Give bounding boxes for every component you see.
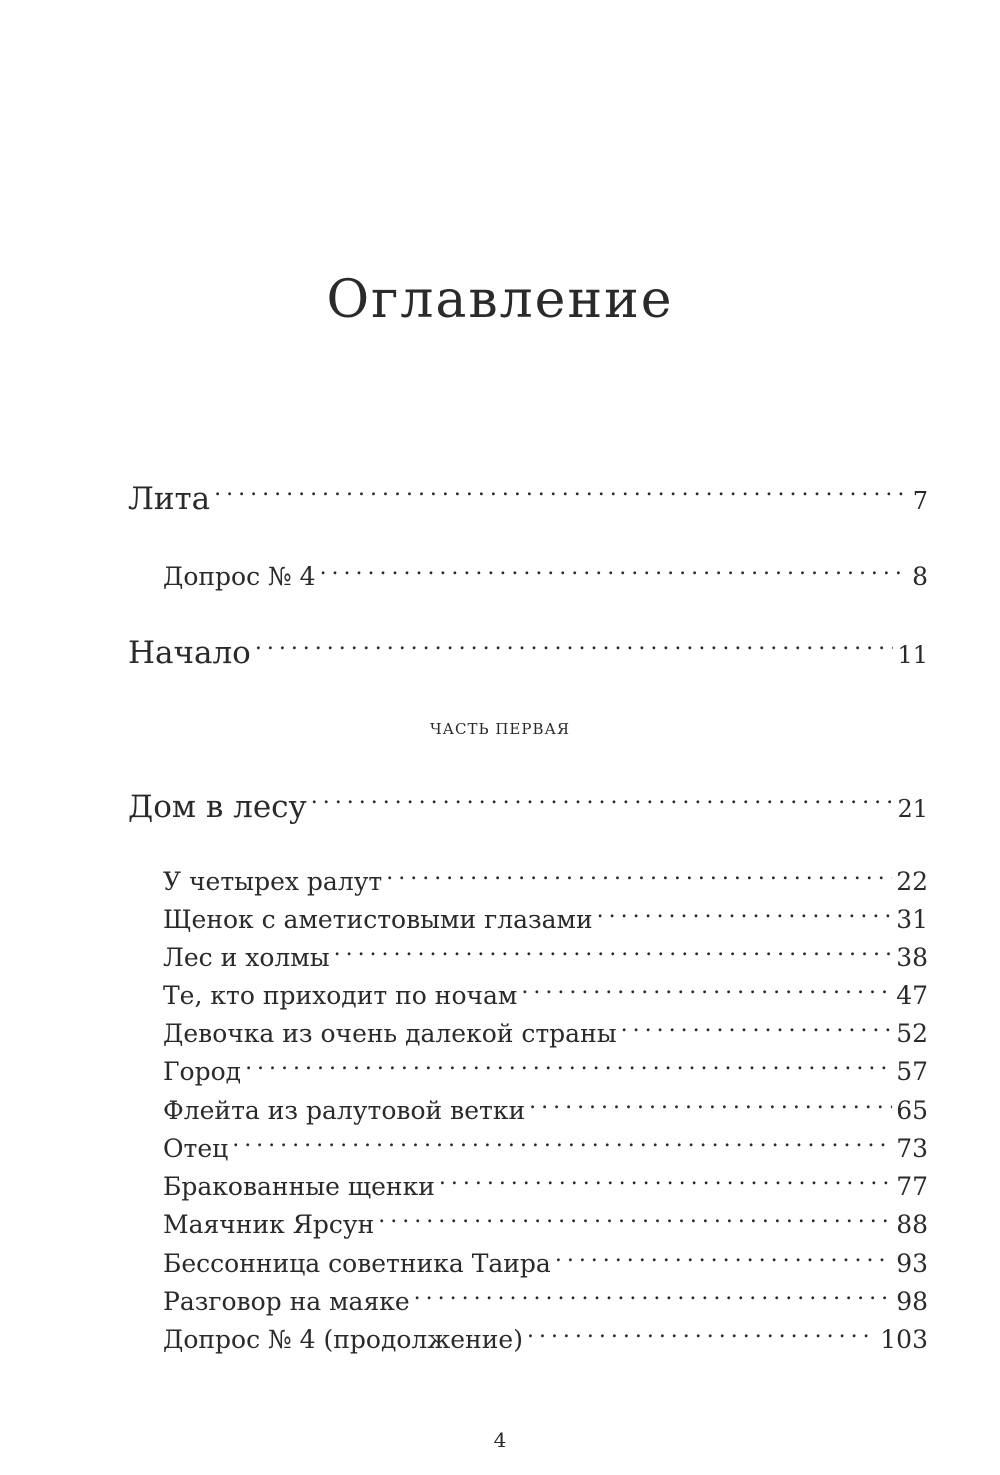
toc-entry-label: Город — [163, 1057, 242, 1086]
dot-leader — [529, 1094, 892, 1119]
toc-entry-page: 88 — [896, 1210, 928, 1239]
toc-chapter[interactable] — [163, 903, 928, 937]
toc-entry-label: Те, кто приходит по ночам — [163, 981, 518, 1010]
toc-entry-page: 21 — [897, 795, 928, 823]
dot-leader — [320, 560, 909, 585]
toc-entry-label: Дом в лесу — [128, 789, 307, 825]
toc-chapter[interactable] — [163, 1208, 928, 1242]
toc-entry-nachalo[interactable] — [128, 632, 928, 672]
page-number: 4 — [493, 1428, 507, 1452]
toc-entry-label: Лита — [128, 481, 211, 517]
toc-entry-page: 47 — [896, 981, 928, 1010]
dot-leader — [597, 903, 893, 928]
toc-entry-page: 93 — [896, 1249, 928, 1278]
toc-entry-label: У четырех ралут — [163, 867, 383, 896]
toc-entry-label: Бракованные щенки — [163, 1172, 435, 1201]
toc-entry-page: 65 — [896, 1096, 928, 1125]
toc-chapter[interactable] — [163, 1132, 928, 1166]
toc-entry-page: 57 — [896, 1057, 928, 1086]
toc-entry-page: 77 — [896, 1172, 928, 1201]
dot-leader — [245, 1055, 892, 1080]
toc-chapter[interactable] — [163, 1247, 928, 1281]
toc-chapter[interactable] — [163, 1017, 928, 1051]
dot-leader — [311, 786, 894, 817]
dot-leader — [521, 979, 892, 1004]
toc-entry-label: Маячник Ярсун — [163, 1210, 375, 1239]
toc-entry-page: 31 — [896, 905, 928, 934]
toc-chapter[interactable] — [163, 1055, 928, 1089]
toc-entry-page: 52 — [896, 1019, 928, 1048]
toc-entry-label: Бессонница советника Таира — [163, 1249, 551, 1278]
dot-leader — [439, 1170, 892, 1195]
toc-entry-label: Допрос № 4 (продолжение) — [163, 1325, 523, 1354]
toc-entry-label: Допрос № 4 — [163, 562, 316, 591]
dot-leader — [214, 478, 909, 509]
toc-chapter[interactable] — [163, 979, 928, 1013]
toc-entry-lita[interactable] — [128, 478, 928, 518]
part-heading: ЧАСТЬ ПЕРВАЯ — [430, 720, 570, 738]
toc-chapter[interactable] — [163, 865, 928, 899]
dot-leader — [378, 1208, 892, 1233]
toc-entry-page: 11 — [897, 641, 928, 669]
toc-entry-page: 98 — [896, 1287, 928, 1316]
dot-leader — [232, 1132, 892, 1157]
toc-entry-dopros[interactable] — [163, 560, 928, 594]
toc-entry-part-one[interactable] — [128, 786, 928, 826]
toc-chapter[interactable] — [163, 1170, 928, 1204]
dot-leader — [414, 1285, 893, 1310]
toc-entry-page: 38 — [896, 943, 928, 972]
toc-chapter[interactable] — [163, 941, 928, 975]
dot-leader — [386, 865, 892, 890]
toc-entry-page: 22 — [896, 867, 928, 896]
dot-leader — [334, 941, 893, 966]
dot-leader — [255, 632, 894, 663]
toc-entry-label: Щенок с аметистовыми глазами — [163, 905, 593, 934]
toc-entry-label: Лес и холмы — [163, 943, 330, 972]
toc-entry-page: 103 — [880, 1325, 928, 1354]
toc-entry-label: Флейта из ралутовой ветки — [163, 1096, 526, 1125]
toc-chapter[interactable] — [163, 1285, 928, 1319]
dot-leader — [555, 1247, 892, 1272]
toc-entry-page: 73 — [896, 1134, 928, 1163]
toc-entry-label: Девочка из очень далекой страны — [163, 1019, 617, 1048]
toc-entry-label: Разговор на маяке — [163, 1287, 410, 1316]
toc-entry-page: 8 — [912, 562, 928, 591]
toc-entry-label: Отец — [163, 1134, 229, 1163]
dot-leader — [621, 1017, 893, 1042]
toc-entry-label: Начало — [128, 635, 251, 671]
toc-chapter[interactable] — [163, 1323, 928, 1357]
toc-entry-page: 7 — [912, 487, 928, 515]
dot-leader — [527, 1323, 876, 1348]
page-title: Оглавление — [326, 270, 674, 330]
toc-chapter[interactable] — [163, 1094, 928, 1128]
